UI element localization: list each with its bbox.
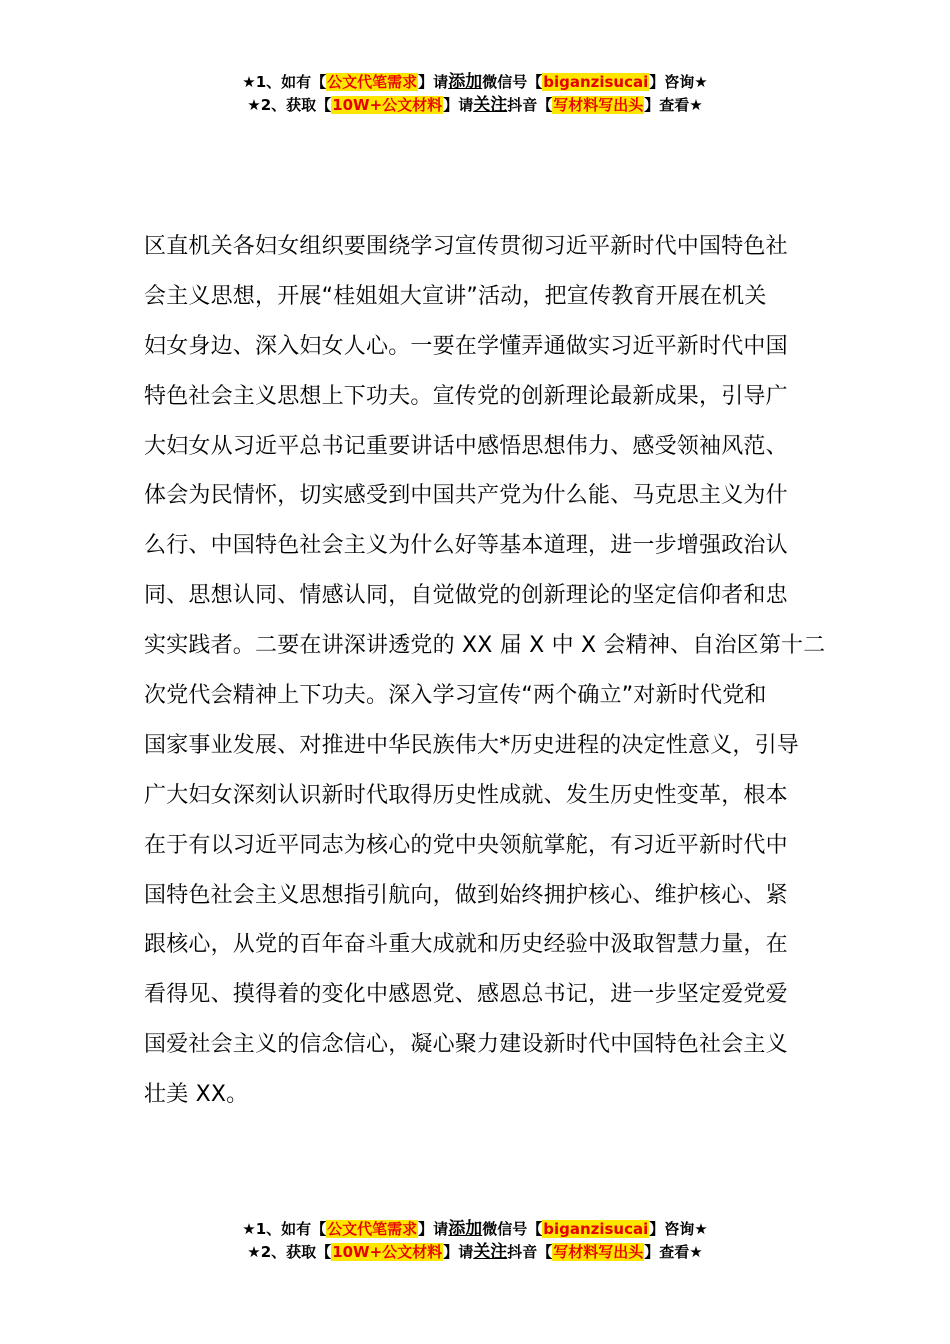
body-line: 国爱社会主义的信念信心，凝心聚力建设新时代中国特色社会主义 <box>144 1032 788 1058</box>
highlight-materials-count: 10W+公文材料 <box>332 96 443 114</box>
header-line-1-please: 】请 <box>418 73 449 91</box>
footer-line-1-prefix: ★1、如有【 <box>242 1220 327 1238</box>
footer-line-1 <box>0 1218 950 1241</box>
highlight-douyin-account[interactable]: 写材料写出头 <box>553 96 644 114</box>
header-line-2-follow: 关注 <box>473 95 508 115</box>
body-line: 大妇女从习近平总书记重要讲话中感悟思想伟力、感受领袖风范、 <box>144 433 788 459</box>
footer-line-2-prefix: ★2、获取【 <box>247 1243 332 1261</box>
body-line: 国家事业发展、对推进中华民族伟大*历史进程的决定性意义，引导 <box>144 732 800 758</box>
header-line-2-please: 】请 <box>443 96 474 114</box>
body-line: 跟核心，从党的百年奋斗重大成就和历史经验中汲取智慧力量，在 <box>144 932 788 958</box>
header-line-2-douyin-label: 抖音【 <box>507 96 553 114</box>
highlight-wechat-id[interactable]: biganzisucai <box>543 1220 649 1238</box>
body-line: 区直机关各妇女组织要围绕学习宣传贯彻习近平新时代中国特色社 <box>144 234 788 259</box>
body-line: 广大妇女深刻认识新时代取得历史性成就、发生历史性变革，根本 <box>144 782 788 808</box>
body-line: 体会为民情怀，切实感受到中国共产党为什么能、马克思主义为什 <box>144 483 788 509</box>
footer-banner <box>0 1218 950 1264</box>
body-line: 会主义思想，开展“桂姐姐大宣讲”活动，把宣传教育开展在机关 <box>144 283 767 309</box>
highlight-ghostwriting-demand: 公文代笔需求 <box>327 1220 418 1238</box>
body-line: 壮美 XX。 <box>144 1082 249 1108</box>
body-line: 看得见、摸得着的变化中感恩党、感恩总书记，进一步坚定爱党爱 <box>144 982 788 1008</box>
footer-line-1-wechat-label: 微信号【 <box>482 1220 543 1238</box>
header-line-2 <box>0 94 950 117</box>
highlight-douyin-account[interactable]: 写材料写出头 <box>553 1243 644 1261</box>
body-line: 特色社会主义思想上下功夫。宣传党的创新理论最新成果，引导广 <box>144 383 788 409</box>
body-line: 么行、中国特色社会主义为什么好等基本道理，进一步增强政治认 <box>144 533 788 559</box>
header-line-1-add: 添加 <box>448 72 483 92</box>
header-line-1-wechat-label: 微信号【 <box>482 73 543 91</box>
footer-line-2-suffix: 】查看★ <box>644 1243 703 1261</box>
document-body <box>144 222 826 1120</box>
body-line: 实实践者。二要在讲深讲透党的 XX 届 X 中 X 会精神、自治区第十二 <box>144 633 826 659</box>
footer-line-2-please: 】请 <box>443 1243 474 1261</box>
header-line-1 <box>0 71 950 94</box>
highlight-ghostwriting-demand: 公文代笔需求 <box>327 73 418 91</box>
highlight-materials-count: 10W+公文材料 <box>332 1243 443 1261</box>
body-line: 次党代会精神上下功夫。深入学习宣传“两个确立”对新时代党和 <box>144 683 767 709</box>
header-line-2-suffix: 】查看★ <box>644 96 703 114</box>
header-banner <box>0 71 950 117</box>
highlight-wechat-id[interactable]: biganzisucai <box>543 73 649 91</box>
body-line: 妇女身边、深入妇女人心。一要在学懂弄通做实习近平新时代中国 <box>144 333 788 359</box>
header-line-1-prefix: ★1、如有【 <box>242 73 327 91</box>
header-line-1-suffix: 】咨询★ <box>649 73 708 91</box>
footer-line-2-follow: 关注 <box>473 1242 508 1262</box>
body-line: 在于有以习近平同志为核心的党中央领航掌舵，有习近平新时代中 <box>144 832 788 858</box>
body-line: 同、思想认同、情感认同，自觉做党的创新理论的坚定信仰者和忠 <box>144 583 788 609</box>
header-line-2-prefix: ★2、获取【 <box>247 96 332 114</box>
footer-line-1-add: 添加 <box>448 1219 483 1239</box>
footer-line-1-suffix: 】咨询★ <box>649 1220 708 1238</box>
body-line: 国特色社会主义思想指引航向，做到始终拥护核心、维护核心、紧 <box>144 882 788 908</box>
footer-line-2 <box>0 1241 950 1264</box>
footer-line-2-douyin-label: 抖音【 <box>507 1243 553 1261</box>
footer-line-1-please: 】请 <box>418 1220 449 1238</box>
